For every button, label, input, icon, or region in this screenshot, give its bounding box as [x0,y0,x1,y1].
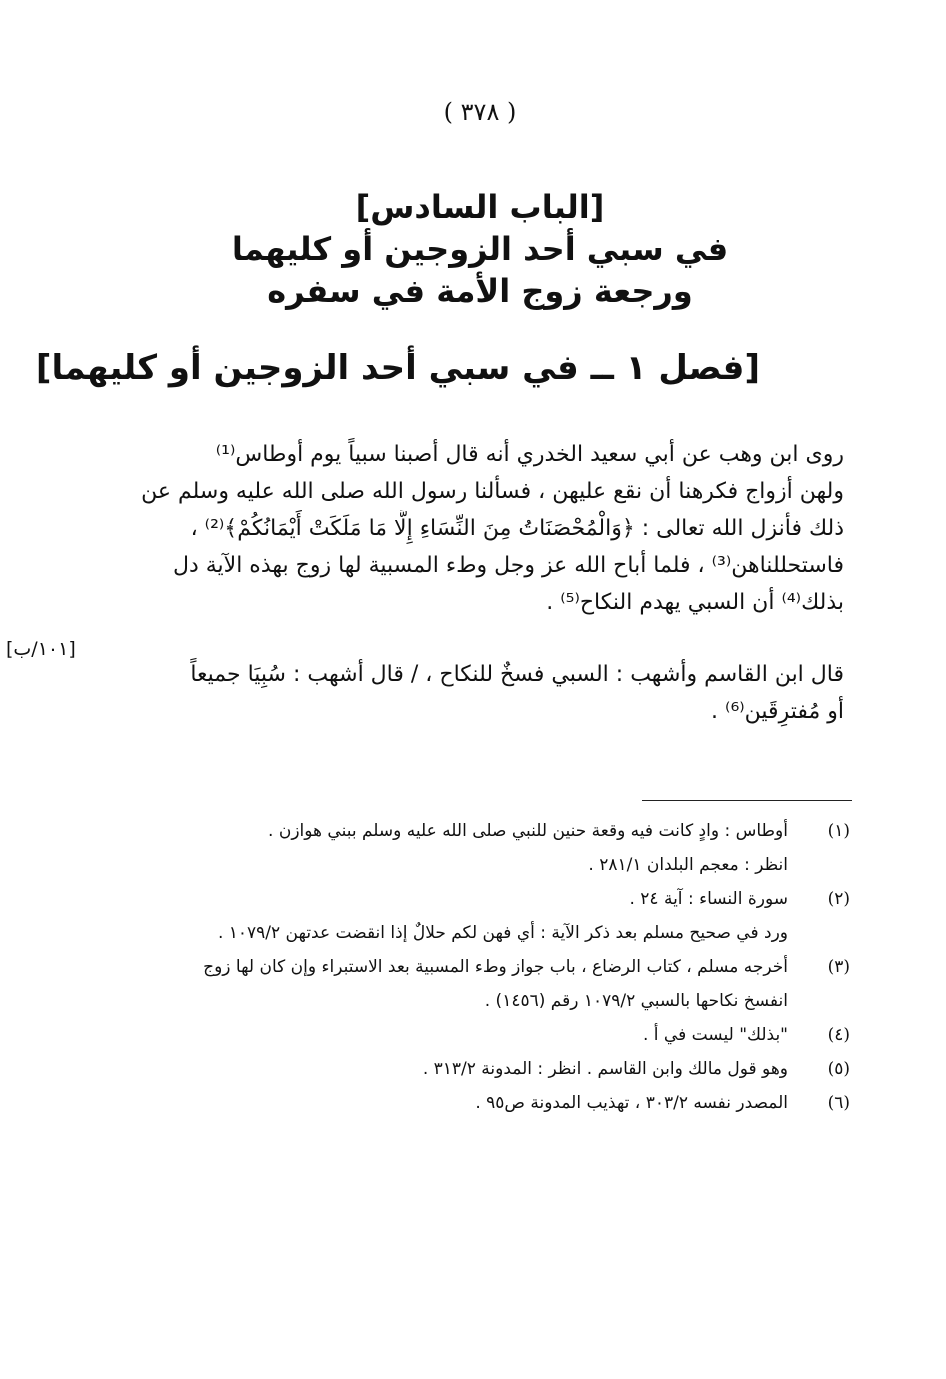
chapter-heading [220,186,740,312]
footnote-text: انظر : معجم البلدان ٢٨١/١ . [588,855,788,875]
footnote-text: "بذلك" ليست في أ . [642,1025,788,1045]
footnote-number: (٥) [827,1059,850,1079]
footnote-text: أوطاس : وادٍ كانت فيه وقعة حنين للنبي صلى الله عليه وسلم ببني هوازن . [268,821,788,841]
footnote-text: أخرجه مسلم ، كتاب الرضاع ، باب جواز وطء المسبية بعد الاستبراء وإن كان لها زوج [203,957,788,977]
paragraph-1-line-3: ذلك فأنزل الله تعالى : ﴿وَالْمُحْصَنَاتُ مِنَ النِّسَاءِ إِلَّا مَا مَلَكَتْ أَيْمَانُكُمْ﴾⁽²⁾ ، [190,516,844,541]
paragraph-1-line-5: بذلك⁽⁴⁾ أن السبي يهدم النكاح⁽⁵⁾ . [546,590,844,615]
footnote-divider [642,800,852,801]
footnote-text: ورد في صحيح مسلم بعد ذكر الآية : أي فهن لكم حلالٌ إذا انقضت عدتهن ١٠٧٩/٢ . [217,923,788,943]
footnote-1 [90,814,850,882]
section-title: [فصل ١ ــ في سبي أحد الزوجين أو كليهما] [35,348,760,388]
paragraph-1-line-1: روى ابن وهب عن أبي سعيد الخدري أنه قال أصبنا سبياً يوم أوطاس⁽¹⁾ [215,442,844,467]
chapter-number: [الباب السادس] [355,188,605,226]
footnote-6 [90,1086,850,1120]
footnote-number: (٤) [827,1025,850,1045]
footnote-text: وهو قول مالك وابن القاسم . انظر : المدونة ٣١٣/٢ . [422,1059,788,1079]
footnote-3 [90,950,850,1018]
footnote-number: (٦) [827,1093,850,1113]
footnote-2 [90,882,850,950]
footnote-4 [90,1018,850,1052]
footnote-5 [90,1052,850,1086]
footnote-number: (١) [827,821,850,841]
paragraph-1 [134,436,844,621]
paragraph-2-line-1: قال ابن القاسم وأشهب : السبي فسخٌ للنكاح ، / قال أشهب : سُبِيَا جميعاً [190,662,844,687]
paragraph-2 [134,656,844,730]
chapter-title-line-1: في سبي أحد الزوجين أو كليهما [231,230,729,268]
page-number: ( ٣٧٨ ) [443,98,517,126]
footnote-text: المصدر نفسه ٣٠٣/٢ ، تهذيب المدونة ص٩٥ . [475,1093,788,1113]
footnote-text: سورة النساء : آية ٢٤ . [629,889,788,909]
paragraph-1-line-2: ولهن أزواج فكرهنا أن نقع عليهن ، فسألنا رسول الله صلى الله عليه وسلم عن [141,479,844,504]
footnote-text: انفسخ نكاحها بالسبي ١٠٧٩/٢ رقم (١٤٥٦) . [484,991,788,1011]
footnote-number: (٣) [827,957,850,977]
manuscript-folio-marker: [١٠١/ب] [6,638,76,660]
footnote-number: (٢) [827,889,850,909]
chapter-title-line-2: ورجعة زوج الأمة في سفره [267,272,693,310]
footnotes [90,814,850,1120]
paragraph-1-line-4: فاستحللناهن⁽³⁾ ، فلما أباح الله عز وجل وطء المسبية لها زوج بهذه الآية دل [172,553,844,578]
paragraph-2-line-2: أو مُفترِقَين⁽⁶⁾ . [711,699,844,724]
